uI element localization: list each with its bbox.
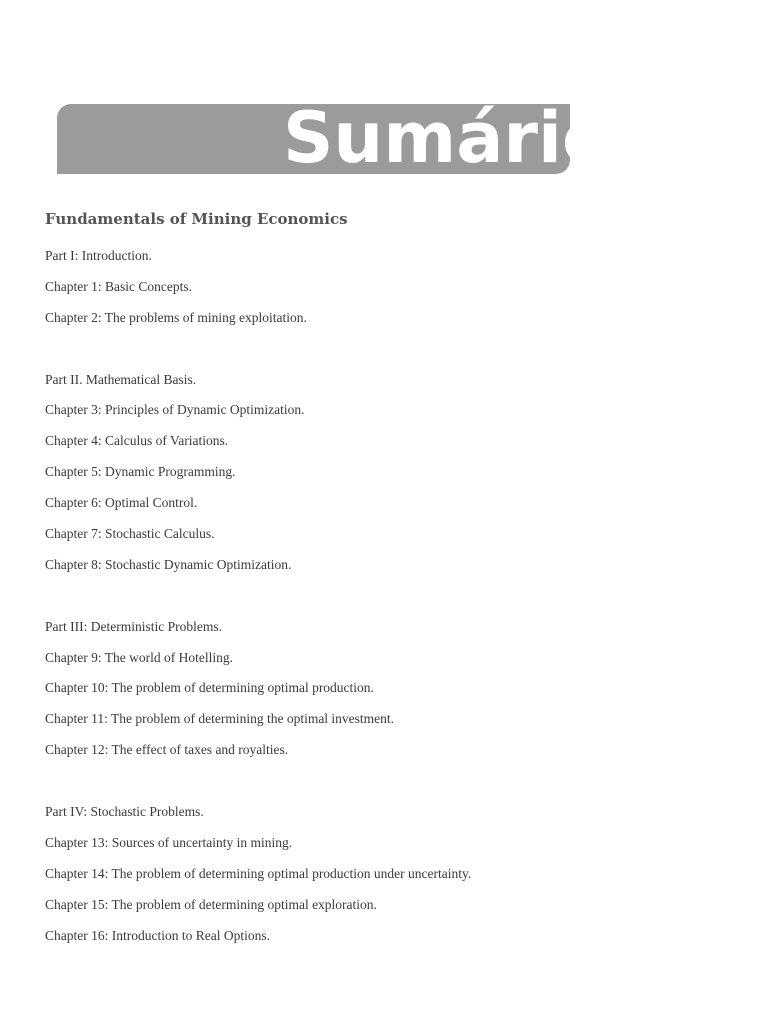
chapter-9: Chapter 9: The world of Hotelling. bbox=[45, 649, 233, 665]
part-2-heading: Part II. Mathematical Basis. bbox=[45, 371, 197, 387]
banner-title: Sumário bbox=[283, 97, 611, 179]
chapter-13: Chapter 13: Sources of uncertainty in mining. bbox=[45, 834, 293, 850]
chapter-15: Chapter 15: The problem of determining optimal exploration. bbox=[45, 896, 377, 912]
part-4-heading: Part IV: Stochastic Problems. bbox=[45, 804, 204, 820]
chapter-12: Chapter 12: The effect of taxes and royalties. bbox=[45, 742, 289, 758]
table-of-contents bbox=[45, 246, 725, 956]
chapter-8: Chapter 8: Stochastic Dynamic Optimization. bbox=[45, 556, 292, 572]
chapter-5: Chapter 5: Dynamic Programming. bbox=[45, 464, 236, 480]
chapter-6: Chapter 6: Optimal Control. bbox=[45, 495, 198, 511]
part-1-heading: Part I: Introduction. bbox=[45, 248, 152, 263]
chapter-3: Chapter 3: Principles of Dynamic Optimization. bbox=[45, 402, 305, 418]
part-3-heading: Part III: Deterministic Problems. bbox=[45, 618, 222, 634]
chapter-10: Chapter 10: The problem of determining optimal production. bbox=[45, 680, 374, 696]
chapter-7: Chapter 7: Stochastic Calculus. bbox=[45, 526, 215, 542]
section-gap bbox=[45, 339, 725, 370]
chapter-1: Chapter 1: Basic Concepts. bbox=[45, 278, 192, 294]
chapter-11: Chapter 11: The problem of determining the optimal investment. bbox=[45, 711, 395, 727]
book-title: Fundamentals of Mining Economics bbox=[45, 210, 348, 228]
chapter-14: Chapter 14: The problem of determining optimal production under uncertainty. bbox=[45, 865, 472, 881]
section-gap bbox=[45, 771, 725, 802]
chapter-16: Chapter 16: Introduction to Real Options. bbox=[45, 927, 270, 943]
section-gap bbox=[45, 586, 725, 617]
chapter-2: Chapter 2: The problems of mining exploitation. bbox=[45, 309, 307, 325]
chapter-4: Chapter 4: Calculus of Variations. bbox=[45, 433, 229, 449]
sumario-banner bbox=[57, 97, 611, 179]
